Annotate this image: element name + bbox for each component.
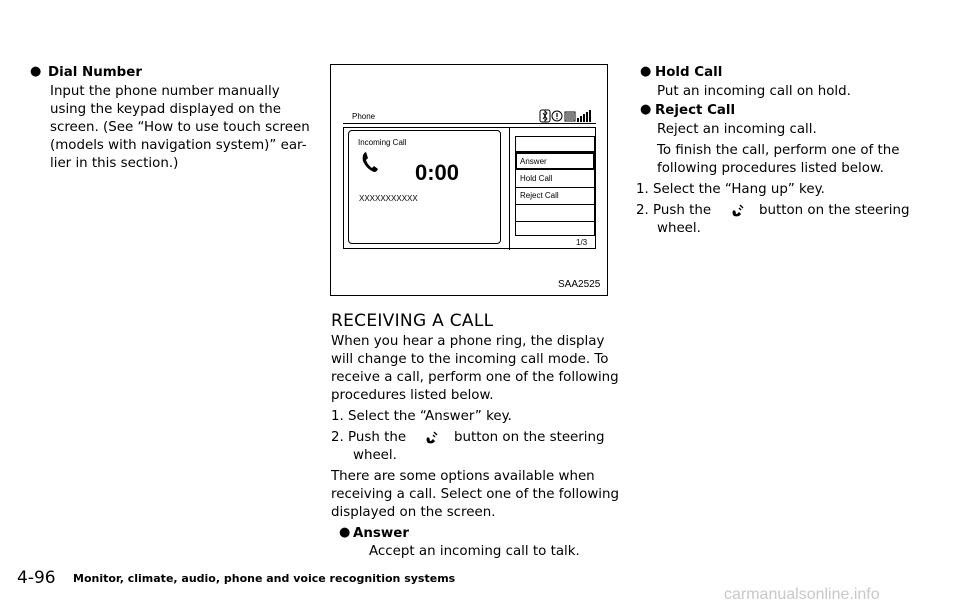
menu-item-reject-call[interactable]: Reject Call bbox=[520, 191, 559, 200]
hangup-step-2-prefix: 2. Push the bbox=[636, 203, 712, 218]
answer-desc: Accept an incoming call to talk. bbox=[369, 544, 580, 559]
bullet-hold-call: ● bbox=[640, 64, 652, 79]
menu-item-hold-call[interactable]: Hold Call bbox=[520, 174, 553, 183]
reject-call-desc: Reject an incoming call. bbox=[657, 122, 817, 137]
title-divider bbox=[343, 123, 596, 124]
options-line-1: There are some options available when bbox=[331, 469, 595, 484]
hangup-step-2-cont: wheel. bbox=[657, 221, 701, 236]
intro-line-3: receive a call, perform one of the following bbox=[331, 370, 619, 385]
dial-number-line-3: screen. (See “How to use touch screen bbox=[50, 120, 310, 135]
bullet-dial-number: ● bbox=[30, 64, 42, 79]
dial-number-title: Dial Number bbox=[48, 65, 142, 80]
bullet-reject-call: ● bbox=[640, 102, 652, 117]
dial-number-line-2: using the keypad displayed on the bbox=[50, 102, 282, 117]
menu-item-answer[interactable] bbox=[515, 152, 595, 170]
menu-item-answer-label: Answer bbox=[520, 157, 547, 166]
page-number: 4-96 bbox=[17, 568, 56, 588]
menu-list bbox=[515, 136, 595, 236]
step-1-answer: 1. Select the “Answer” key. bbox=[331, 409, 512, 424]
call-timer: 0:00 bbox=[415, 160, 460, 185]
screen-title: Phone bbox=[352, 112, 376, 121]
page-indicator: 1/3 bbox=[576, 238, 588, 247]
steering-hangup-icon bbox=[730, 202, 746, 221]
incoming-label: Incoming Call bbox=[358, 138, 407, 147]
answer-title: Answer bbox=[353, 526, 409, 541]
reject-line-2: following procedures listed below. bbox=[657, 161, 884, 176]
bullet-answer: ● bbox=[339, 525, 351, 540]
menu-divider bbox=[509, 128, 510, 250]
call-panel bbox=[343, 127, 596, 249]
intro-line-1: When you hear a phone ring, the display bbox=[331, 334, 605, 349]
step-2-suffix: button on the steering bbox=[454, 430, 605, 445]
incoming-call-box bbox=[348, 130, 501, 244]
dial-number-line-4: (models with navigation system)” ear- bbox=[50, 138, 307, 153]
hangup-step-1: 1. Select the “Hang up” key. bbox=[636, 182, 825, 197]
bluetooth-battery-signal-icons bbox=[539, 109, 599, 123]
section-title: Monitor, climate, audio, phone and voice recognition systems bbox=[73, 572, 456, 585]
options-line-3: displayed on the screen. bbox=[331, 505, 496, 520]
reject-line-1: To finish the call, perform one of the bbox=[657, 143, 900, 158]
dial-number-line-5: lier in this section.) bbox=[50, 156, 179, 171]
heading-receiving-call: RECEIVING A CALL bbox=[331, 311, 494, 331]
caller-number: XXXXXXXXXXX bbox=[359, 194, 418, 203]
steering-phone-icon bbox=[424, 429, 440, 448]
watermark: carmanualsonline.info bbox=[724, 586, 880, 603]
intro-line-2: will change to the incoming call mode. To bbox=[331, 352, 609, 367]
options-line-2: receiving a call. Select one of the following bbox=[331, 487, 619, 502]
figure-phone-screen bbox=[330, 64, 608, 296]
hold-call-title: Hold Call bbox=[655, 65, 723, 80]
step-2-prefix: 2. Push the bbox=[331, 430, 407, 445]
reject-call-title: Reject Call bbox=[655, 103, 736, 118]
status-icons bbox=[539, 108, 599, 127]
step-2-cont: wheel. bbox=[353, 448, 397, 463]
phone-handset-icon bbox=[361, 151, 379, 177]
figure-code: SAA2525 bbox=[558, 279, 601, 290]
dial-number-line-1: Input the phone number manually bbox=[50, 84, 280, 99]
hangup-step-2-suffix: button on the steering bbox=[759, 203, 910, 218]
intro-line-4: procedures listed below. bbox=[331, 388, 494, 403]
hold-call-desc: Put an incoming call on hold. bbox=[657, 84, 851, 99]
